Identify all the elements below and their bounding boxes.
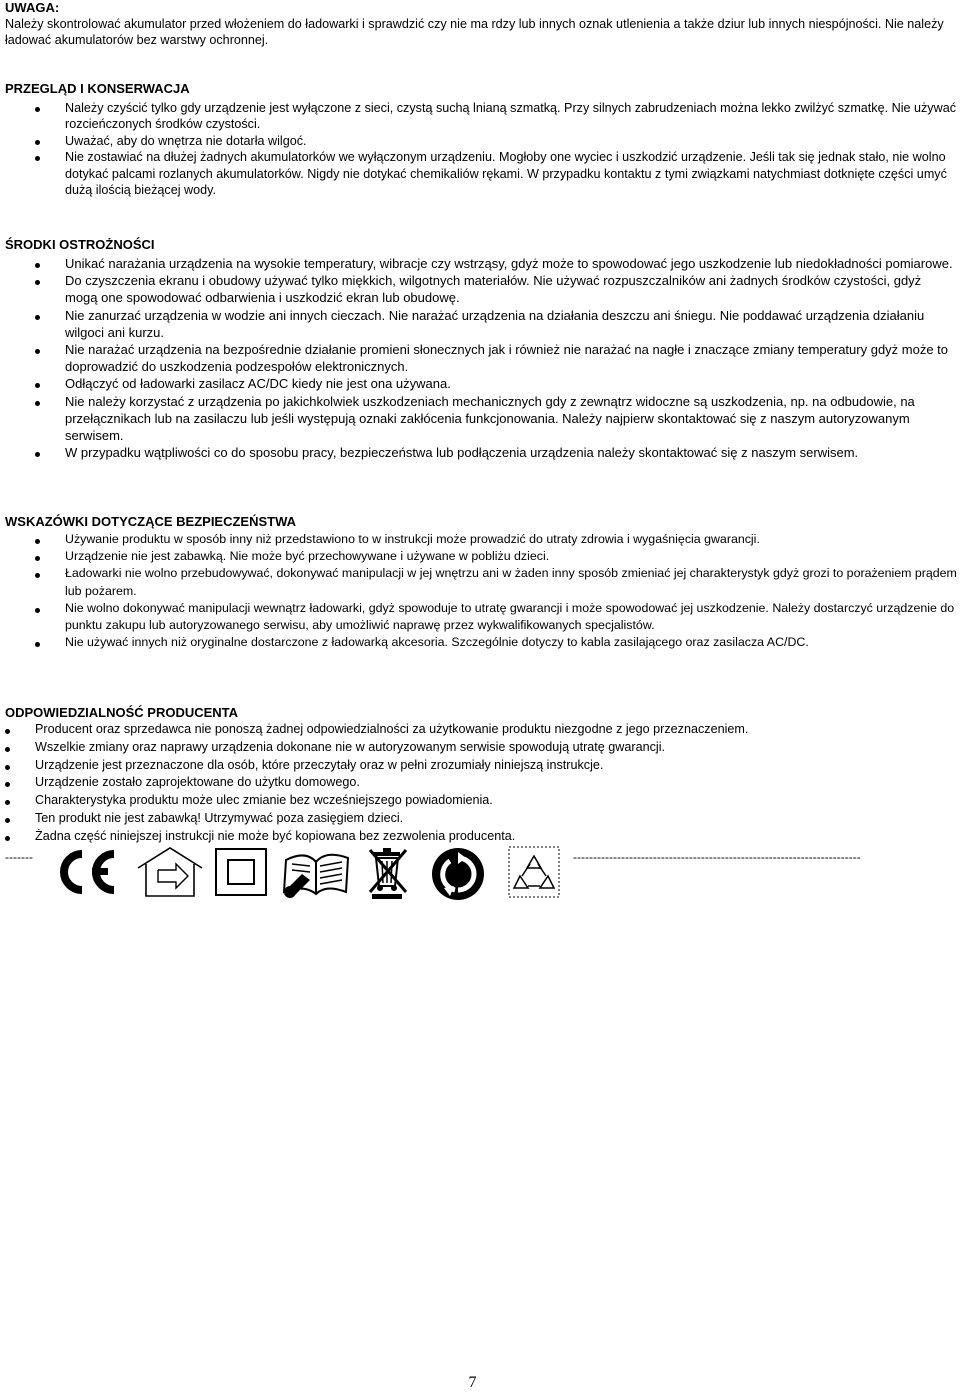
read-manual-icon — [280, 846, 352, 900]
list-item: Ten produkt nie jest zabawką! Utrzymywać poza zasięgiem dzieci. — [5, 810, 957, 828]
precautions-list — [5, 255, 957, 461]
liability-title: ODPOWIEDZIALNOŚĆ PRODUCENTA — [5, 705, 239, 720]
list-item: Nie należy korzystać z urządzenia po jakichkolwiek uszkodzeniach mechanicznych gdy z zewnątrz widoczne są uszkodzenia, np. na odbudowie, na przełącznikach lub na zasilaczu lub jeśli występują oznaki zakłócenia funkcjonowania. Należy najpierw skontaktować się z naszym autoryzowanym serwisem. — [5, 393, 957, 445]
list-item: Urządzenie zostało zaprojektowane do użytku domowego. — [5, 774, 957, 792]
green-dot-icon — [428, 846, 488, 902]
list-item: Nie używać innych niż oryginalne dostarczone z ładowarką akcesoria. Szczególnie dotyczy to kabla zasilającego oraz zasilacza AC/DC. — [5, 634, 957, 651]
maintenance-title: PRZEGLĄD I KONSERWACJA — [5, 81, 190, 96]
warning-section — [5, 0, 957, 49]
list-item: Nie zostawiać na dłużej żadnych akumulatorków we wyłączonym urządzeniu. Mogłoby one wyciec i uszkodzić urządzenie. Jeśli tak się jednak stało, nie wolno dotykać palcami rozlanych akumulatorków. Nigdy nie dotykać chemikaliów rękami. W przypadku kontaktu z tymi związkami natychmiast dotknięte części umyć dużą ilością bieżącej wody. — [5, 149, 957, 198]
safety-list — [5, 531, 957, 651]
list-item: Wszelkie zmiany oraz naprawy urządzenia dokonane nie w autoryzowanym serwisie spowodują utratę gwarancji. — [5, 739, 957, 757]
warning-title: UWAGA: — [5, 0, 60, 15]
left-dashes: ------- — [5, 850, 33, 864]
double-insulation-icon — [213, 846, 269, 898]
list-item: Urządzenie nie jest zabawką. Nie może być przechowywane i używane w pobliżu dzieci. — [5, 548, 957, 565]
recycling-icon — [508, 846, 560, 898]
precautions-section — [5, 237, 957, 461]
list-item: Żadna część niniejszej instrukcji nie może być kopiowana bez zezwolenia producenta. — [5, 828, 957, 846]
safety-title: WSKAZÓWKI DOTYCZĄCE BEZPIECZEŃSTWA — [5, 514, 297, 529]
list-item: Nie narażać urządzenia na bezpośrednie działanie promieni słonecznych jak i również nie narażać na nagłe i znaczące zmiany temperatury gdyż może to doprowadzić do uszkodzenia podzespołów elektronicznych. — [5, 341, 957, 375]
list-item: Producent oraz sprzedawca nie ponoszą żadnej odpowiedzialności za użytkowanie produktu niezgodne z jego przeznaczeniem. — [5, 721, 957, 739]
safety-section — [5, 514, 957, 651]
indoor-use-house-icon — [136, 846, 204, 898]
liability-list — [5, 721, 957, 846]
page-number: 7 — [468, 1374, 477, 1391]
maintenance-section — [5, 81, 957, 198]
list-item: Używanie produktu w sposób inny niż przedstawiono to w instrukcji może prowadzić do utraty zdrowia i wygaśnięcia gwarancji. — [5, 531, 957, 548]
list-item: Do czyszczenia ekranu i obudowy używać tylko miękkich, wilgotnych materiałów. Nie używać rozpuszczalników ani żadnych środków czystości, gdyż mogą one spowodować odbarwienia i uszkodzić ekran lub obudowę. — [5, 272, 957, 306]
ce-mark-icon — [54, 846, 120, 898]
list-item: Uważać, aby do wnętrza nie dotarła wilgoć. — [5, 133, 957, 149]
list-item: W przypadku wątpliwości co do sposobu pracy, bezpieczeństwa lub podłączenia urządzenia należy skontaktować się z naszym serwisem. — [5, 444, 957, 461]
list-item: Odłączyć od ładowarki zasilacz AC/DC kiedy nie jest ona używana. — [5, 375, 957, 392]
list-item: Unikać narażania urządzenia na wysokie temperatury, wibracje czy wstrząsy, gdyż może to spowodować jego uszkodzenie lub niedokładności pomiarowe. — [5, 255, 957, 272]
crossed-bin-weee-icon — [366, 846, 410, 900]
list-item: Nie wolno dokonywać manipulacji wewnątrz ładowarki, gdyż spowoduje to utratę gwarancji i może spowodować jej uszkodzenie. Należy dostarczyć urządzenie do punktu zakupu lub autoryzowanego serwisu, aby umożliwić naprawę przez wykwalifikowanych specjalistów. — [5, 600, 957, 634]
warning-text: Należy skontrolować akumulator przed włożeniem do ładowarki i sprawdzić czy nie ma rdzy lub innych oznak utlenienia a także dziur lub innych niespójności. Nie należy ładować akumulatorów bez warstwy ochronnej. — [5, 17, 944, 48]
precautions-title: ŚRODKI OSTROŻNOŚCI — [5, 237, 155, 252]
liability-section — [5, 705, 957, 846]
list-item: Urządzenie jest przeznaczone dla osób, które przeczytały oraz w pełni zrozumiały niniejszą instrukcje. — [5, 757, 957, 775]
maintenance-list — [5, 100, 957, 198]
list-item: Charakterystyka produktu może ulec zmianie bez wcześniejszego powiadomienia. — [5, 792, 957, 810]
list-item: Nie zanurzać urządzenia w wodzie ani innych cieczach. Nie narażać urządzenia na działania deszczu ani śniegu. Nie poddawać urządzenia działaniu wilgoci ani kurzu. — [5, 307, 957, 341]
list-item: Należy czyścić tylko gdy urządzenie jest wyłączone z sieci, czystą suchą lnianą szmatką. Przy silnych zabrudzeniach można lekko zwilżyć szmatkę. Nie używać rozcieńczonych środków czystości. — [5, 100, 957, 133]
right-dashes: ------------------------------------------------------------------------ — [573, 850, 861, 864]
list-item: Ładowarki nie wolno przebudowywać, dokonywać manipulacji w jej wnętrzu ani w żaden inny sposób zmieniać jej charakterystyk gdyż grozi to porażeniem prądem lub pożarem. — [5, 565, 957, 599]
